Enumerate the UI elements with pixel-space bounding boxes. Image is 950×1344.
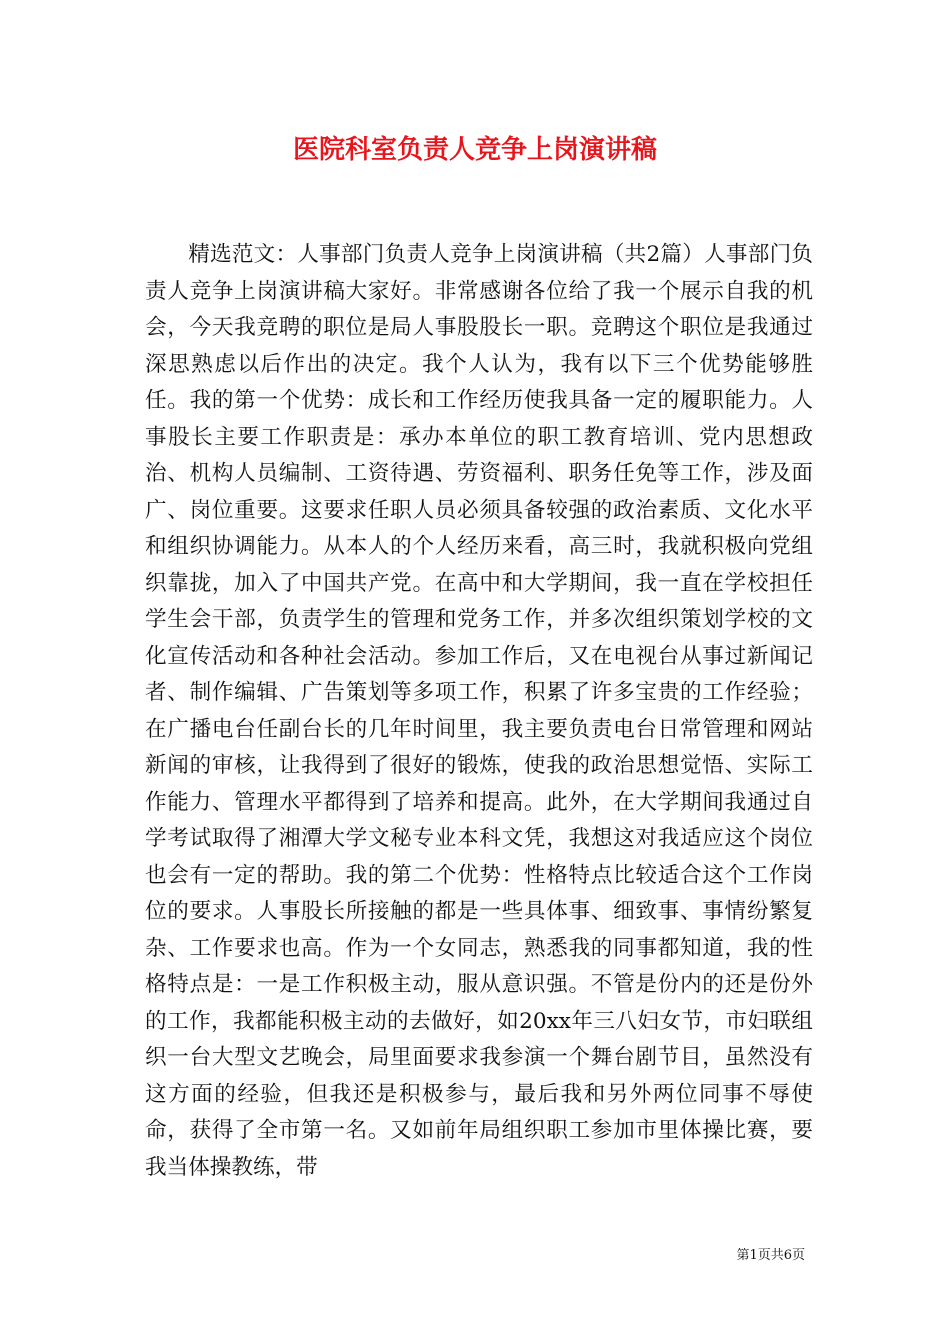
page-number: 第1页共6页	[736, 1248, 805, 1263]
body-paragraph: 精选范文：人事部门负责人竞争上岗演讲稿（共2篇）人事部门负责人竞争上岗演讲稿大家好。非常感谢各位给了我一个展示自我的机会，今天我竞聘的职位是局人事股股长一职。竞聘这个职位是我通过深思熟虑以后作出的决定。我个人认为，我有以下三个优势能够胜任。我的第一个优势：成长和工作经历使我具备一定的履职能力。人事股长主要工作职责是：承办本单位的职工教育培训、党内思想政治、机构人员编制、工资待遇、劳资福利、职务任免等工作，涉及面广、岗位重要。这要求任职人员必须具备较强的政治素质、文化水平和组织协调能力。从本人的个人经历来看，高三时，我就积极向党组织靠拢，加入了中国共产党。在高中和大学期间，我一直在学校担任学生会干部，负责学生的管理和党务工作，并多次组织策划学校的文化宣传活动和各种社会活动。参加工作后，又在电视台从事过新闻记者、制作编辑、广告策划等多项工作，积累了许多宝贵的工作经验；在广播电台任副台长的几年时间里，我主要负责电台日常管理和网站新闻的审核，让我得到了很好的锻炼，使我的政治思想觉悟、实际工作能力、管理水平都得到了培养和提高。此外，在大学期间我通过自学考试取得了湘潭大学文秘专业本科文凭，我想这对我适应这个岗位也会有一定的帮助。我的第二个优势：性格特点比较适合这个工作岗位的要求。人事股长所接触的都是一些具体事、细致事、事情纷繁复杂、工作要求也高。作为一个女同志，熟悉我的同事都知道，我的性格特点是：一是工作积极主动，服从意识强。不管是份内的还是份外的工作，我都能积极主动的去做好，如20xx年三八妇女节，市妇联组织一台大型文艺晚会，局里面要求我参演一个舞台剧节目，虽然没有这方面的经验，但我还是积极参与，最后我和另外两位同事不辱使命，获得了全市第一名。又如前年局组织职工参加市里体操比赛，要我当体操教练，带	[145, 242, 813, 1180]
document-title: 医院科室负责人竞争上岗演讲稿	[292, 135, 657, 165]
